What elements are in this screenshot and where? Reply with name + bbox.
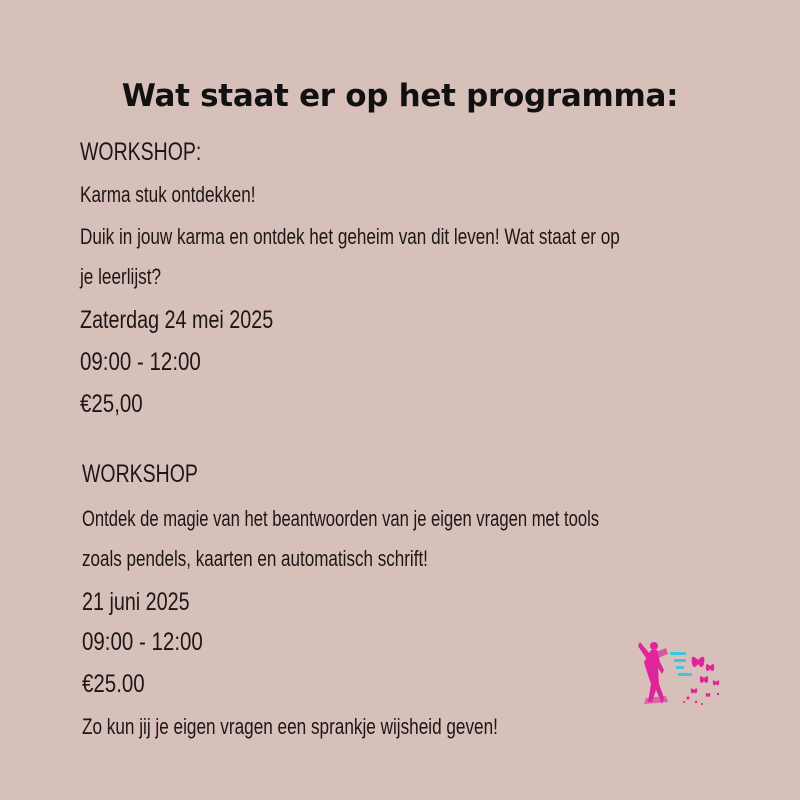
page-title: Wat staat er op het programma: [121,78,679,114]
workshop-2-description-line-2: zoals pendels, kaarten en automatisch schrift! [82,546,428,571]
workshop-2-closing: Zo kun jij je eigen vragen een sprankje wijsheid geven! [82,714,498,739]
workshop-1-price: €25,00 [80,390,143,418]
workshop-2-description-line-1: Ontdek de magie van het beantwoorden van je eigen vragen met tools [82,506,600,531]
workshop-2-heading: WORKSHOP [82,460,198,488]
workshop-2-time: 09:00 - 12:00 [82,628,203,656]
workshop-1-description-line-1: Duik in jouw karma en ontdek het geheim van dit leven! Wat staat er op [80,224,620,249]
workshop-2-price: €25.00 [82,670,145,698]
workshop-1-name: Karma stuk ontdekken! [80,182,256,207]
workshop-1-date: Zaterdag 24 mei 2025 [80,306,274,334]
workshop-1-description-line-2: je leerlijst? [80,264,162,289]
workshop-1-heading: WORKSHOP: [80,138,202,166]
workshop-2-date: 21 juni 2025 [82,588,190,616]
workshop-1-time: 09:00 - 12:00 [80,348,201,376]
fairy-butterfly-logo-icon [632,632,728,712]
